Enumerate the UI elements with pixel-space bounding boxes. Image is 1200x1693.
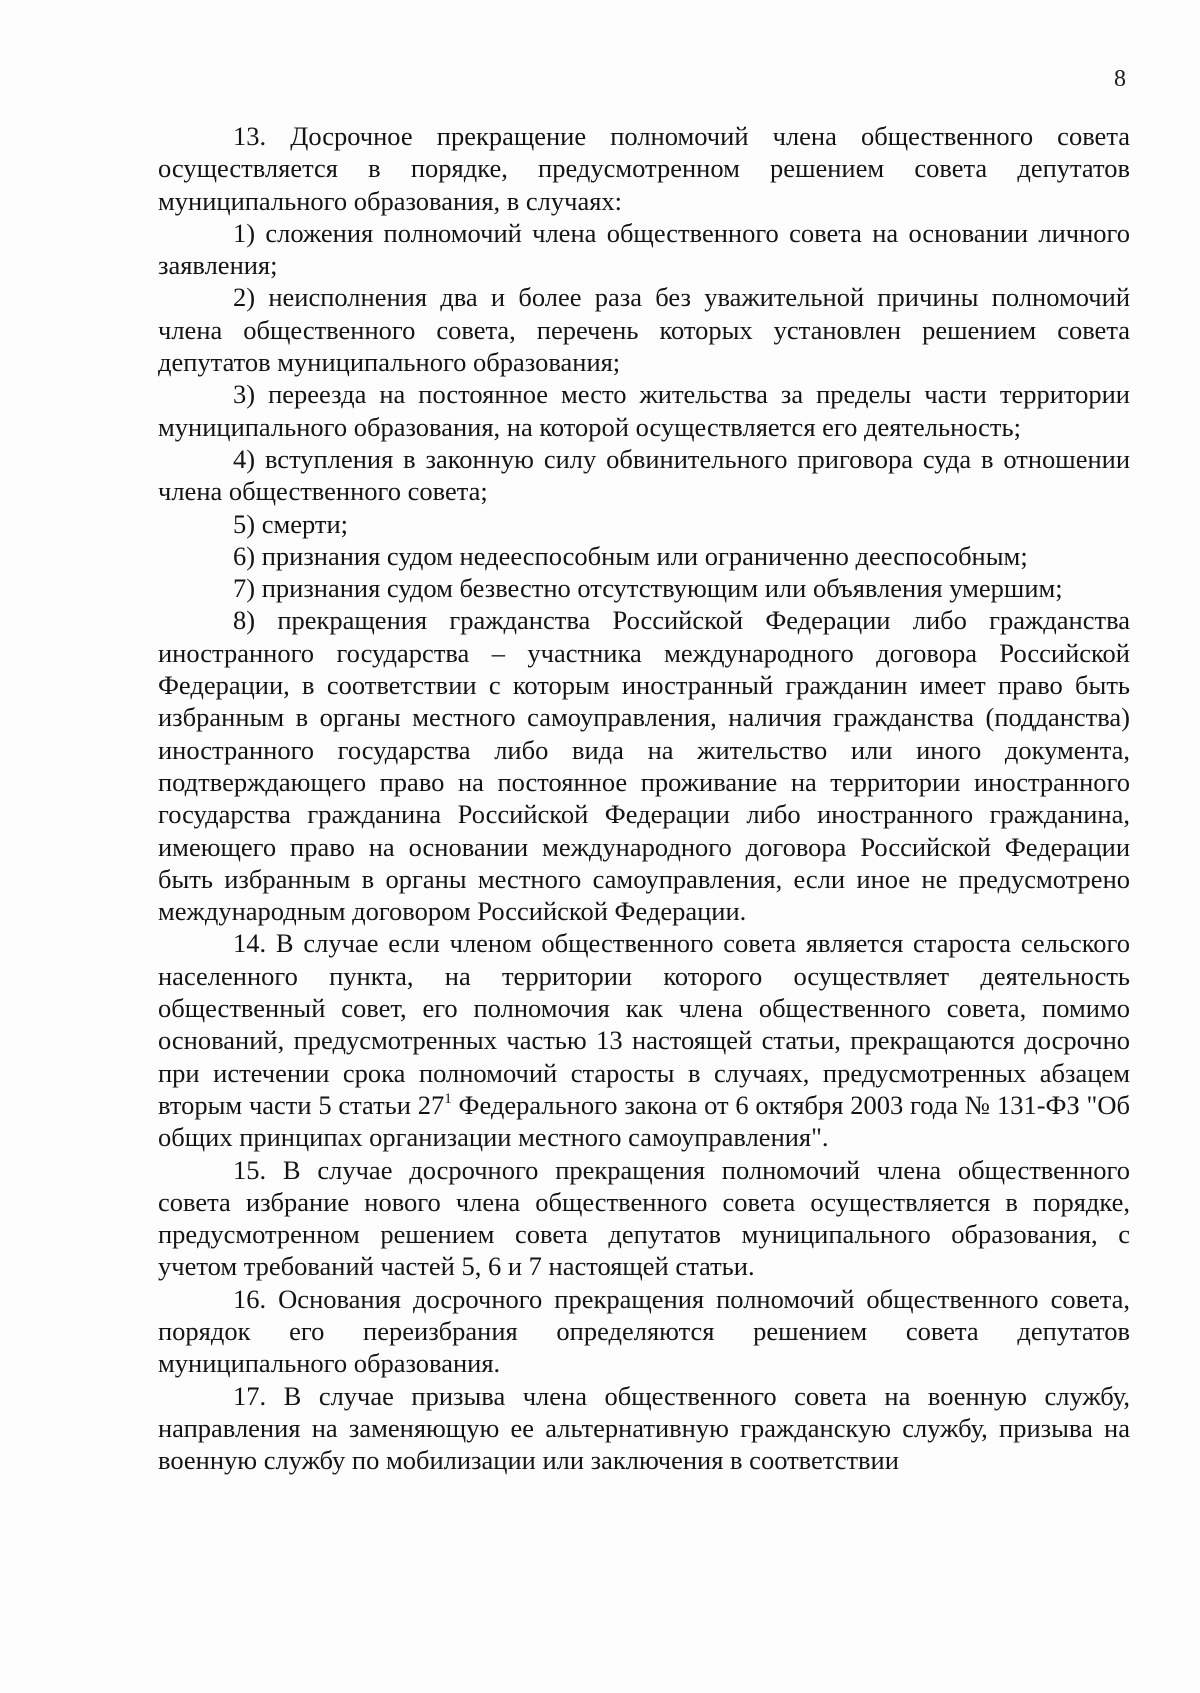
paragraph-13-item-3: 3) переезда на постоянное место жительства за пределы части территории муниципального образования, на которой осуществляется его деятельность;: [158, 379, 1130, 442]
page-number: 8: [1114, 66, 1126, 92]
paragraph-13-item-6: 6) признания судом недееспособным или ограниченно дееспособным;: [233, 540, 1028, 571]
paragraph-16: 16. Основания досрочного прекращения полномочий общественного совета, порядок его переизбрания определяются решением совета депутатов муниципального образования.: [158, 1283, 1130, 1379]
paragraph-13-item-5: 5) смерти;: [233, 508, 349, 539]
document-body: [158, 120, 1130, 1476]
article-superscript: 1: [444, 1090, 452, 1107]
paragraph-15: 15. В случае досрочного прекращения полномочий члена общественного совета избрание нового члена общественного совета осуществляется в порядке, предусмотренном решением совета депутатов муниципального образования, с учетом требований частей 5, 6 и 7 настоящей статьи.: [158, 1154, 1130, 1282]
paragraph-13-item-7: 7) признания судом безвестно отсутствующим или объявления умершим;: [233, 573, 1063, 604]
paragraph-14-text-after: Федерального закона от 6 октября 2003 года № 131-ФЗ "Об общих принципах организации местного самоуправления".: [158, 1089, 1130, 1153]
paragraph-13-item-4: 4) вступления в законную силу обвинительного приговора суда в отношении члена общественного совета;: [158, 443, 1130, 507]
paragraph-13-item-2: 2) неисполнения два и более раза без уважительной причины полномочий члена общественного совета, перечень которых установлен решением совета депутатов муниципального образования;: [158, 282, 1130, 378]
paragraph-13: 13. Досрочное прекращение полномочий члена общественного совета осуществляется в порядке, предусмотренном решением совета депутатов муниципального образования, в случаях:: [158, 121, 1130, 216]
paragraph-17: 17. В случае призыва члена общественного совета на военную службу, направления на заменяющую ее альтернативную гражданскую службу, призыва на военную службу по мобилизации или заключения в соответствии: [158, 1380, 1130, 1476]
paragraph-14: [158, 927, 1130, 1153]
paragraph-13-item-1: 1) сложения полномочий члена общественного совета на основании личного заявления;: [158, 217, 1130, 281]
paragraph-14-text-before: 14. В случае если членом общественного совета является староста сельского населенного пункта, на территории которого осуществляет деятельность общественный совет, его полномочия как члена общественного совета, помимо оснований, предусмотренных частью 13 настоящей статьи, прекращаются досрочно при истечении срока полномочий старосты в случаях, предусмотренных абзацем вторым части 5 статьи 27: [158, 928, 1130, 1120]
paragraph-13-item-8: 8) прекращения гражданства Российской Федерации либо гражданства иностранного государства – участника международного договора Российской Федерации, в соответствии с которым иностранный гражданин имеет право быть избранным в органы местного самоуправления, наличия гражданства (подданства) иностранного государства либо вида на жительство или иного документа, подтверждающего право на постоянное проживание на территории иностранного государства гражданина Российской Федерации либо иностранного гражданина, имеющего право на основании международного договора Российской Федерации быть избранным в органы местного самоуправления, если иное не предусмотрено международным договором Российской Федерации.: [158, 605, 1130, 927]
